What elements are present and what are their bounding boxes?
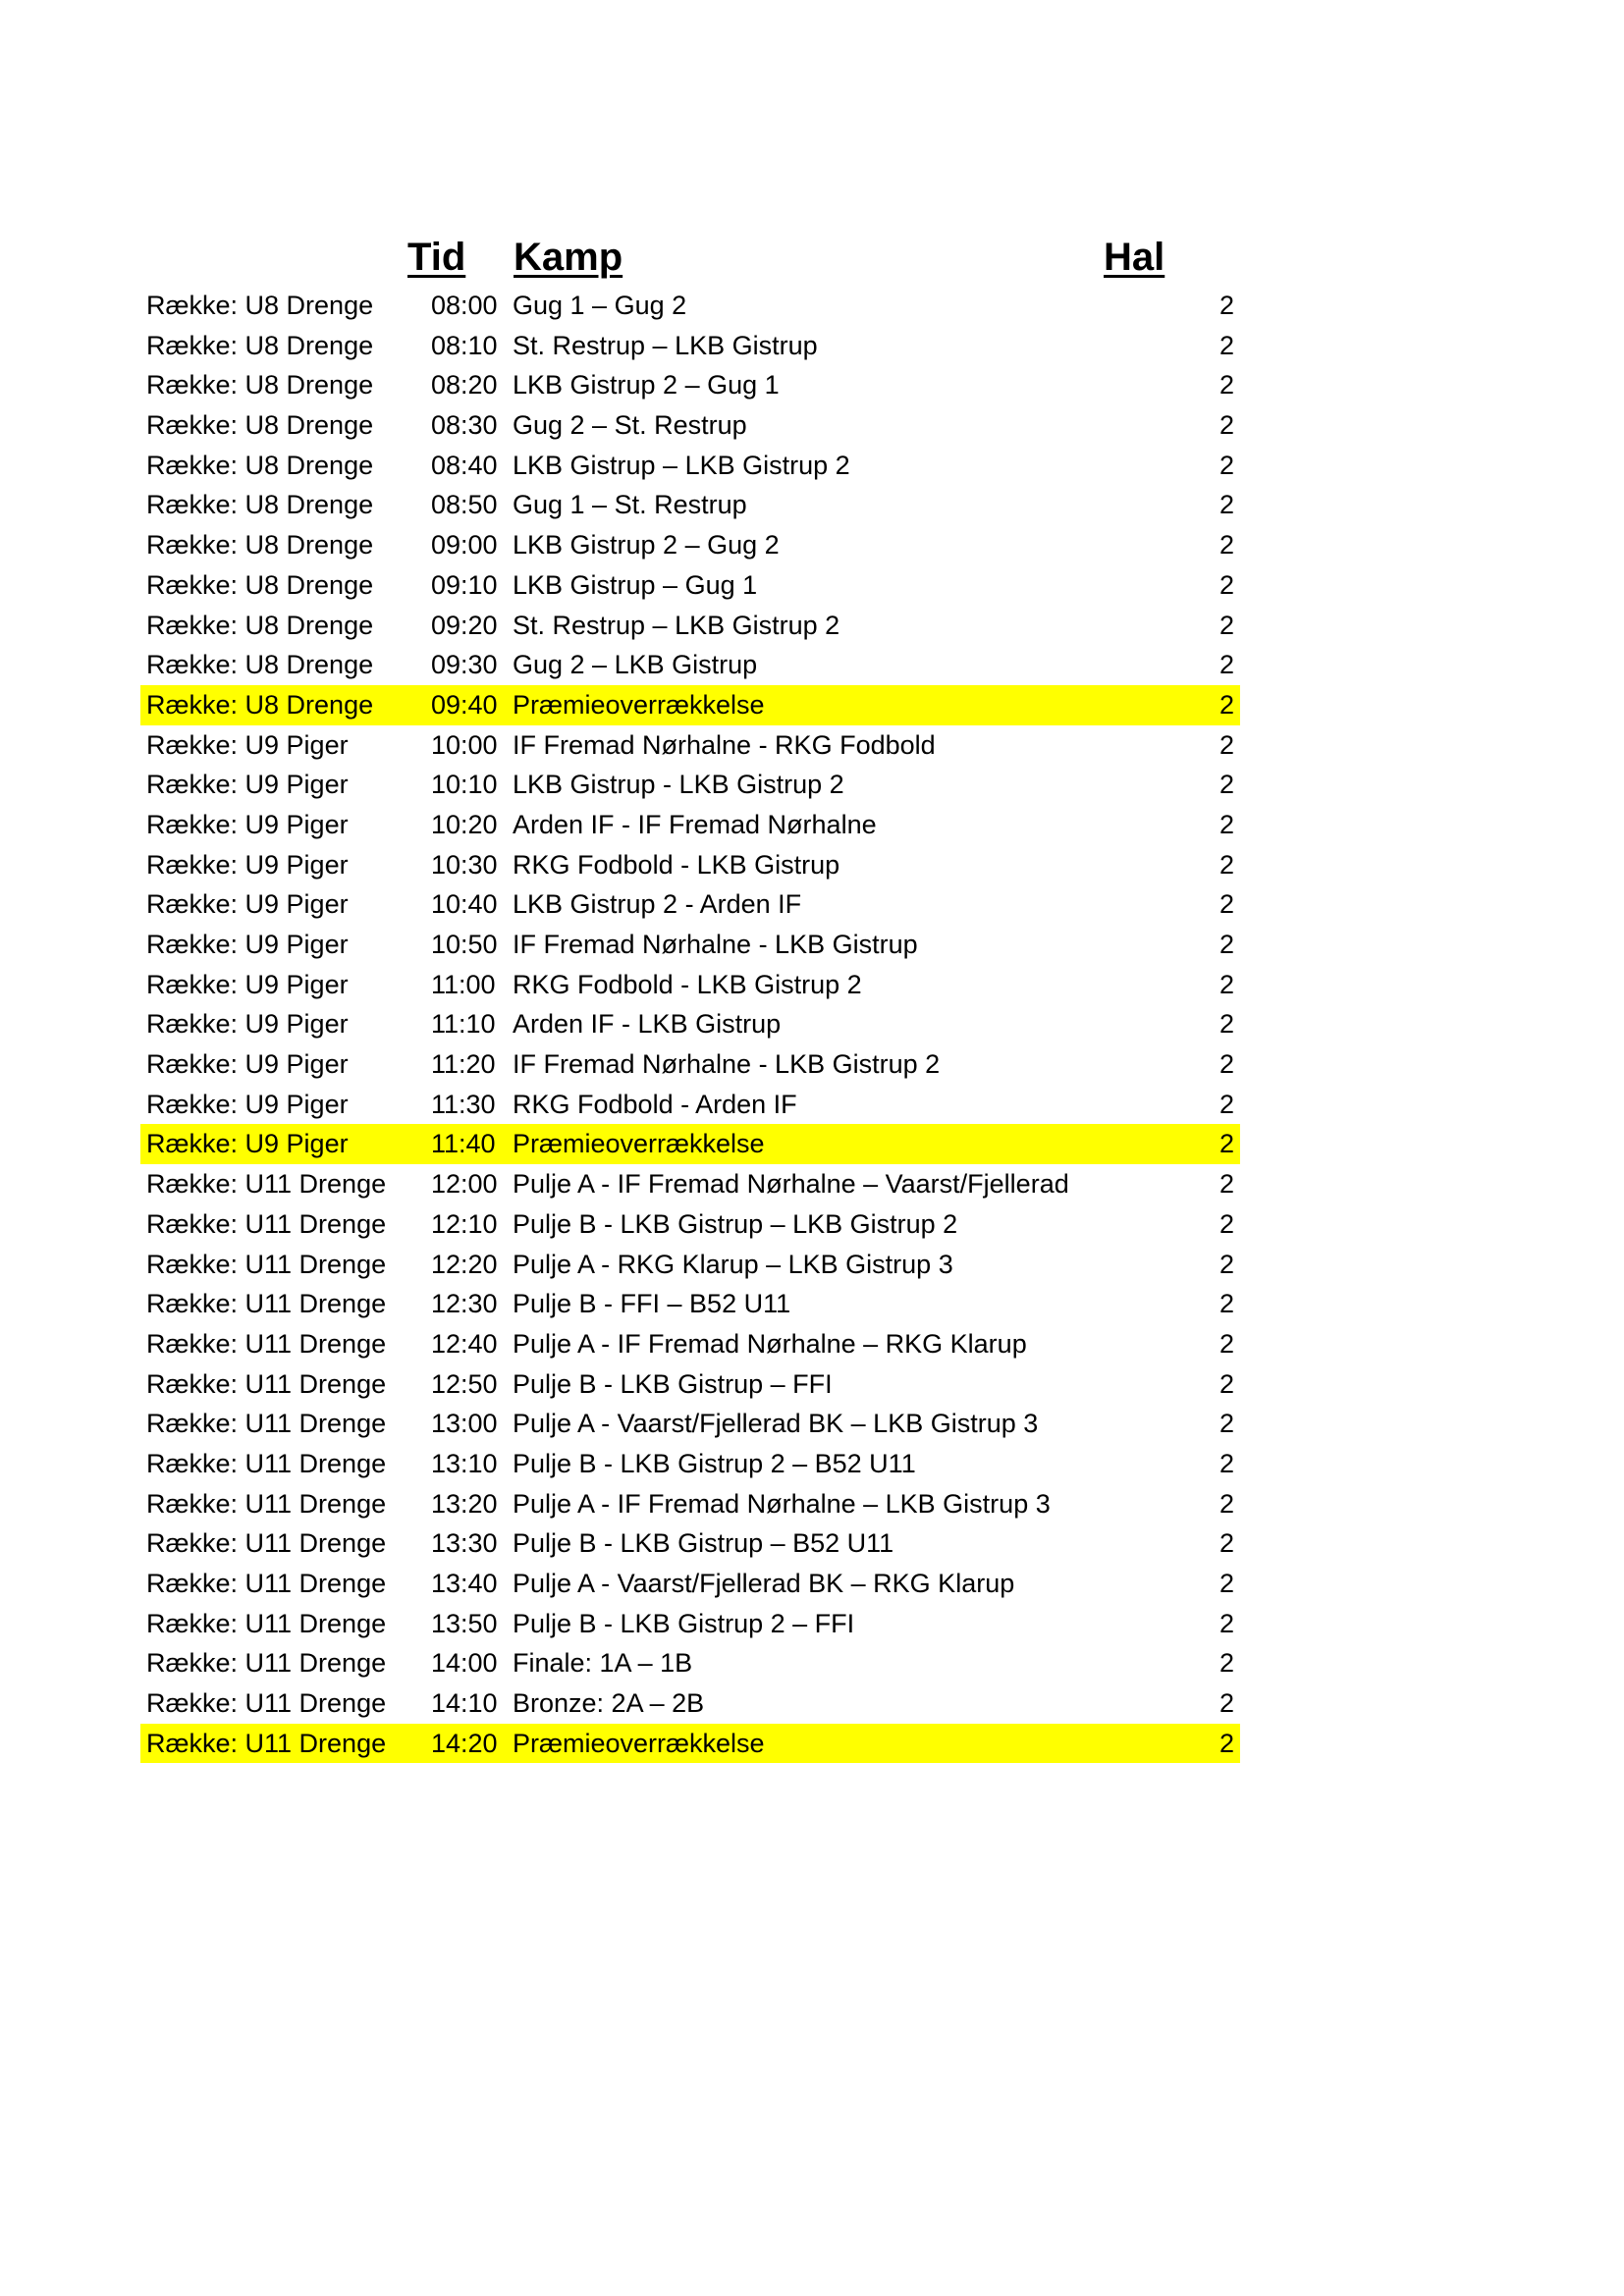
hal-cell: 2: [1218, 1328, 1234, 1359]
hal-cell: 2: [1218, 1169, 1234, 1200]
match-cell: Bronze: 2A – 2B: [513, 1688, 705, 1719]
schedule-row: [140, 1604, 1240, 1644]
schedule-row: [140, 606, 1240, 646]
hal-cell: 2: [1218, 729, 1234, 760]
schedule-row: [140, 685, 1240, 725]
time-cell: 11:40: [431, 1129, 496, 1159]
match-cell: Pulje A - Vaarst/Fjellerad BK – RKG Klarup: [513, 1569, 1015, 1598]
schedule-row: [140, 1004, 1240, 1044]
match-cell: Præmieoverrækkelse: [513, 689, 765, 720]
series-cell: Række: U9 Piger: [146, 1049, 349, 1080]
hal-cell: 2: [1218, 490, 1234, 520]
match-cell: Arden IF - IF Fremad Nørhalne: [513, 809, 877, 839]
hal-cell: 2: [1218, 1648, 1234, 1679]
time-cell: 09:40: [431, 689, 498, 720]
hal-cell: 2: [1218, 809, 1234, 839]
time-cell: 08:50: [431, 490, 498, 520]
series-cell: Række: U11 Drenge: [146, 1688, 387, 1719]
time-cell: 09:10: [431, 569, 498, 600]
match-cell: RKG Fodbold - LKB Gistrup: [513, 849, 840, 880]
hal-cell: 2: [1218, 849, 1234, 880]
series-cell: Række: U11 Drenge: [146, 1249, 387, 1279]
series-cell: Række: U8 Drenge: [146, 650, 374, 680]
hal-cell: 2: [1218, 1688, 1234, 1719]
hal-cell: 2: [1218, 450, 1234, 480]
schedule-row: [140, 365, 1240, 405]
time-cell: 09:30: [431, 650, 498, 680]
time-cell: 10:50: [431, 930, 498, 959]
header-hal: Hal: [1104, 236, 1165, 279]
match-cell: IF Fremad Nørhalne - RKG Fodbold: [513, 729, 936, 760]
hal-cell: 2: [1218, 1608, 1234, 1638]
schedule-row: [140, 525, 1240, 565]
time-cell: 13:30: [431, 1528, 498, 1559]
column-header-row: [0, 228, 1624, 287]
series-cell: Række: U11 Drenge: [146, 1289, 387, 1319]
hal-cell: 2: [1218, 770, 1234, 800]
schedule-row: [140, 286, 1240, 326]
header-kamp: Kamp: [514, 236, 623, 279]
match-cell: Pulje B - LKB Gistrup 2 – B52 U11: [513, 1448, 916, 1478]
schedule-row: [140, 1164, 1240, 1204]
match-cell: LKB Gistrup 2 – Gug 1: [513, 370, 780, 400]
schedule-row: [140, 1044, 1240, 1085]
match-cell: LKB Gistrup – LKB Gistrup 2: [513, 450, 850, 480]
schedule-row: [140, 925, 1240, 965]
series-cell: Række: U9 Piger: [146, 1129, 349, 1159]
hal-cell: 2: [1218, 1249, 1234, 1279]
schedule-row: [140, 805, 1240, 845]
match-cell: Pulje B - LKB Gistrup – FFI: [513, 1368, 833, 1399]
time-cell: 13:00: [431, 1409, 498, 1439]
time-cell: 13:40: [431, 1569, 498, 1598]
hal-cell: 2: [1218, 569, 1234, 600]
hal-cell: 2: [1218, 610, 1234, 640]
hal-cell: 2: [1218, 889, 1234, 920]
schedule-row: [140, 845, 1240, 885]
schedule-row: [140, 725, 1240, 766]
schedule-row: [140, 1643, 1240, 1683]
hal-cell: 2: [1218, 650, 1234, 680]
match-cell: Pulje A - Vaarst/Fjellerad BK – LKB Gistrup 3: [513, 1409, 1039, 1439]
match-cell: LKB Gistrup – Gug 1: [513, 569, 758, 600]
hal-cell: 2: [1218, 1528, 1234, 1559]
series-cell: Række: U11 Drenge: [146, 1488, 387, 1519]
time-cell: 12:20: [431, 1249, 498, 1279]
match-cell: IF Fremad Nørhalne - LKB Gistrup 2: [513, 1049, 941, 1080]
match-cell: Pulje B - FFI – B52 U11: [513, 1289, 791, 1319]
schedule-row: [140, 565, 1240, 606]
series-cell: Række: U11 Drenge: [146, 1208, 387, 1239]
time-cell: 11:20: [431, 1049, 496, 1080]
match-cell: Pulje B - LKB Gistrup – LKB Gistrup 2: [513, 1208, 958, 1239]
time-cell: 12:50: [431, 1368, 498, 1399]
series-cell: Række: U11 Drenge: [146, 1368, 387, 1399]
hal-cell: 2: [1218, 1049, 1234, 1080]
schedule-row: [140, 965, 1240, 1005]
series-cell: Række: U8 Drenge: [146, 450, 374, 480]
series-cell: Række: U8 Drenge: [146, 569, 374, 600]
time-cell: 08:00: [431, 291, 498, 320]
time-cell: 11:30: [431, 1089, 496, 1119]
match-cell: Gug 1 – St. Restrup: [513, 490, 747, 520]
time-cell: 14:00: [431, 1648, 498, 1679]
schedule-row: [140, 1404, 1240, 1444]
match-cell: LKB Gistrup - LKB Gistrup 2: [513, 770, 844, 800]
time-cell: 08:10: [431, 330, 498, 360]
series-cell: Række: U8 Drenge: [146, 530, 374, 561]
match-cell: St. Restrup – LKB Gistrup 2: [513, 610, 840, 640]
series-cell: Række: U8 Drenge: [146, 330, 374, 360]
match-cell: Pulje A - IF Fremad Nørhalne – RKG Klarup: [513, 1328, 1027, 1359]
hal-cell: 2: [1218, 930, 1234, 959]
match-cell: LKB Gistrup 2 – Gug 2: [513, 530, 780, 561]
schedule-row: [140, 1245, 1240, 1285]
hal-cell: 2: [1218, 1728, 1234, 1758]
hal-cell: 2: [1218, 1009, 1234, 1040]
schedule-row: [140, 1204, 1240, 1245]
schedule-row: [140, 1364, 1240, 1405]
time-cell: 11:10: [431, 1009, 496, 1040]
hal-cell: 2: [1218, 1488, 1234, 1519]
series-cell: Række: U9 Piger: [146, 930, 349, 959]
schedule-row: [140, 1683, 1240, 1724]
series-cell: Række: U8 Drenge: [146, 689, 374, 720]
time-cell: 14:20: [431, 1728, 498, 1758]
schedule-row: [140, 1324, 1240, 1364]
time-cell: 09:00: [431, 530, 498, 561]
hal-cell: 2: [1218, 1448, 1234, 1478]
time-cell: 08:30: [431, 410, 498, 441]
time-cell: 10:10: [431, 770, 498, 800]
series-cell: Række: U8 Drenge: [146, 410, 374, 441]
series-cell: Række: U9 Piger: [146, 849, 349, 880]
time-cell: 12:40: [431, 1328, 498, 1359]
hal-cell: 2: [1218, 410, 1234, 441]
hal-cell: 2: [1218, 1208, 1234, 1239]
hal-cell: 2: [1218, 530, 1234, 561]
match-cell: Pulje A - IF Fremad Nørhalne – Vaarst/Fjellerad: [513, 1169, 1069, 1200]
match-cell: Præmieoverrækkelse: [513, 1129, 765, 1159]
hal-cell: 2: [1218, 1409, 1234, 1439]
hal-cell: 2: [1218, 969, 1234, 999]
schedule-row: [140, 1284, 1240, 1324]
series-cell: Række: U9 Piger: [146, 770, 349, 800]
time-cell: 09:20: [431, 610, 498, 640]
time-cell: 14:10: [431, 1688, 498, 1719]
match-cell: Pulje B - LKB Gistrup 2 – FFI: [513, 1608, 855, 1638]
series-cell: Række: U11 Drenge: [146, 1528, 387, 1559]
header-tid: Tid: [407, 236, 466, 279]
hal-cell: 2: [1218, 370, 1234, 400]
series-cell: Række: U8 Drenge: [146, 291, 374, 320]
time-cell: 12:30: [431, 1289, 498, 1319]
hal-cell: 2: [1218, 1289, 1234, 1319]
time-cell: 10:40: [431, 889, 498, 920]
match-cell: IF Fremad Nørhalne - LKB Gistrup: [513, 930, 918, 959]
schedule-row: [140, 1484, 1240, 1524]
match-cell: Arden IF - LKB Gistrup: [513, 1009, 782, 1040]
series-cell: Række: U9 Piger: [146, 889, 349, 920]
schedule-row: [140, 1523, 1240, 1564]
time-cell: 13:20: [431, 1488, 498, 1519]
match-cell: Gug 2 – LKB Gistrup: [513, 650, 758, 680]
hal-cell: 2: [1218, 330, 1234, 360]
time-cell: 08:20: [431, 370, 498, 400]
match-cell: Gug 2 – St. Restrup: [513, 410, 747, 441]
series-cell: Række: U9 Piger: [146, 1089, 349, 1119]
schedule-row: [140, 1444, 1240, 1484]
schedule-row: [140, 446, 1240, 486]
series-cell: Række: U9 Piger: [146, 809, 349, 839]
schedule-row: [140, 645, 1240, 685]
schedule-row: [140, 1564, 1240, 1604]
series-cell: Række: U8 Drenge: [146, 370, 374, 400]
hal-cell: 2: [1218, 1569, 1234, 1598]
time-cell: 08:40: [431, 450, 498, 480]
schedule-table: [140, 286, 1240, 1763]
match-cell: Præmieoverrækkelse: [513, 1728, 765, 1758]
series-cell: Række: U11 Drenge: [146, 1448, 387, 1478]
series-cell: Række: U11 Drenge: [146, 1608, 387, 1638]
series-cell: Række: U9 Piger: [146, 729, 349, 760]
series-cell: Række: U9 Piger: [146, 1009, 349, 1040]
hal-cell: 2: [1218, 689, 1234, 720]
match-cell: RKG Fodbold - Arden IF: [513, 1089, 797, 1119]
time-cell: 10:30: [431, 849, 498, 880]
schedule-row: [140, 485, 1240, 525]
hal-cell: 2: [1218, 291, 1234, 320]
time-cell: 12:00: [431, 1169, 498, 1200]
schedule-row: [140, 765, 1240, 805]
series-cell: Række: U11 Drenge: [146, 1569, 387, 1598]
match-cell: St. Restrup – LKB Gistrup: [513, 330, 818, 360]
time-cell: 12:10: [431, 1208, 498, 1239]
time-cell: 13:50: [431, 1608, 498, 1638]
schedule-row: [140, 326, 1240, 366]
series-cell: Række: U9 Piger: [146, 969, 349, 999]
series-cell: Række: U11 Drenge: [146, 1328, 387, 1359]
hal-cell: 2: [1218, 1368, 1234, 1399]
schedule-row: [140, 1124, 1240, 1164]
time-cell: 13:10: [431, 1448, 498, 1478]
series-cell: Række: U11 Drenge: [146, 1648, 387, 1679]
match-cell: Finale: 1A – 1B: [513, 1648, 693, 1679]
match-cell: Pulje A - IF Fremad Nørhalne – LKB Gistrup 3: [513, 1488, 1051, 1519]
match-cell: RKG Fodbold - LKB Gistrup 2: [513, 969, 862, 999]
hal-cell: 2: [1218, 1129, 1234, 1159]
time-cell: 11:00: [431, 969, 496, 999]
series-cell: Række: U11 Drenge: [146, 1409, 387, 1439]
schedule-row: [140, 884, 1240, 925]
hal-cell: 2: [1218, 1089, 1234, 1119]
match-cell: LKB Gistrup 2 - Arden IF: [513, 889, 802, 920]
series-cell: Række: U8 Drenge: [146, 490, 374, 520]
series-cell: Række: U11 Drenge: [146, 1169, 387, 1200]
match-cell: Pulje B - LKB Gistrup – B52 U11: [513, 1528, 894, 1559]
match-cell: Pulje A - RKG Klarup – LKB Gistrup 3: [513, 1249, 953, 1279]
series-cell: Række: U8 Drenge: [146, 610, 374, 640]
schedule-row: [140, 1724, 1240, 1764]
time-cell: 10:00: [431, 729, 498, 760]
series-cell: Række: U11 Drenge: [146, 1728, 387, 1758]
schedule-row: [140, 405, 1240, 446]
match-cell: Gug 1 – Gug 2: [513, 291, 687, 320]
time-cell: 10:20: [431, 809, 498, 839]
schedule-row: [140, 1085, 1240, 1125]
